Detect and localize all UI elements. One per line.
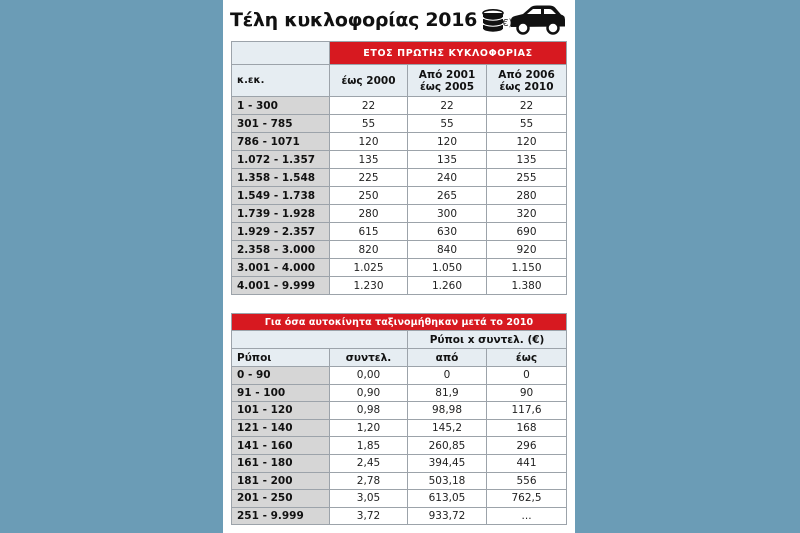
table-cell: 1.050: [408, 259, 487, 277]
title-text: Τέλη κυκλοφορίας 2016: [230, 9, 478, 31]
column-header-1: [408, 65, 487, 97]
emissions-group-header: Ρύποι x συντελ. (€): [408, 331, 567, 349]
table-row: [232, 169, 567, 187]
table-cell: 0,90: [330, 384, 408, 402]
page-title: [230, 9, 512, 31]
coefficient-column-header: συντελ.: [330, 349, 408, 367]
table-row: [232, 115, 567, 133]
row-label: 251 - 9.999: [232, 507, 330, 525]
row-label: 3.001 - 4.000: [232, 259, 330, 277]
table-cell: 22: [330, 97, 408, 115]
column-header-2: [487, 65, 567, 97]
column-header-1-line-1: έως 2005: [419, 80, 475, 93]
table-row: [232, 472, 567, 490]
table-cell: ...: [487, 507, 567, 525]
table-cell: 135: [408, 151, 487, 169]
table-cell: 1,20: [330, 419, 408, 437]
table-cell: 225: [330, 169, 408, 187]
row-label: 141 - 160: [232, 437, 330, 455]
table-cell: 120: [408, 133, 487, 151]
table-cell: 1.150: [487, 259, 567, 277]
table-cell: 117,6: [487, 402, 567, 420]
table-cell: 615: [330, 223, 408, 241]
table-cell: 1.260: [408, 277, 487, 295]
table-row: [232, 437, 567, 455]
table-cell: 933,72: [408, 507, 487, 525]
from-column-header: από: [408, 349, 487, 367]
table-cell: 22: [408, 97, 487, 115]
table-row: [232, 205, 567, 223]
table-row: [232, 490, 567, 508]
year-header: ΕΤΟΣ ΠΡΩΤΗΣ ΚΥΚΛΟΦΟΡΙΑΣ: [330, 42, 567, 65]
row-label: 91 - 100: [232, 384, 330, 402]
table-cell: 240: [408, 169, 487, 187]
column-header-0-line-0: έως 2000: [341, 74, 396, 87]
table-cell: 3,72: [330, 507, 408, 525]
table-cell: 2,78: [330, 472, 408, 490]
table-cell: 762,5: [487, 490, 567, 508]
to-column-header: έως: [487, 349, 567, 367]
table-cell: 280: [487, 187, 567, 205]
row-label: 2.358 - 3.000: [232, 241, 330, 259]
table-row: [232, 241, 567, 259]
table-row: [232, 97, 567, 115]
table-cell: 920: [487, 241, 567, 259]
table-row: [232, 133, 567, 151]
row-label: 121 - 140: [232, 419, 330, 437]
row-label: 4.001 - 9.999: [232, 277, 330, 295]
group-header-blank: [232, 331, 408, 349]
table-cell: 55: [330, 115, 408, 133]
row-label: 1.358 - 1.548: [232, 169, 330, 187]
table-row: [232, 402, 567, 420]
table-cell: 255: [487, 169, 567, 187]
row-label: 101 - 120: [232, 402, 330, 420]
table-cell: 0,98: [330, 402, 408, 420]
table-cell: 2,45: [330, 454, 408, 472]
table-cell: 1.230: [330, 277, 408, 295]
table-cell: 556: [487, 472, 567, 490]
table-cell: 55: [408, 115, 487, 133]
table-row: [232, 367, 567, 385]
table-cell: 441: [487, 454, 567, 472]
table-cell: 280: [330, 205, 408, 223]
table-cell: 296: [487, 437, 567, 455]
table-cell: 0: [408, 367, 487, 385]
header-blank-cell: [232, 42, 330, 65]
table-cell: 98,98: [408, 402, 487, 420]
column-header-1-line-0: Από 2001: [418, 68, 476, 81]
column-header-2-line-0: Από 2006: [498, 68, 555, 81]
table-row: [232, 151, 567, 169]
table-cell: 503,18: [408, 472, 487, 490]
table-cell: 0,00: [330, 367, 408, 385]
table-cell: 300: [408, 205, 487, 223]
row-label: 301 - 785: [232, 115, 330, 133]
table-cell: 90: [487, 384, 567, 402]
table-cell: 168: [487, 419, 567, 437]
row-label: 786 - 1071: [232, 133, 330, 151]
table-cell: 840: [408, 241, 487, 259]
row-label: 1.739 - 1.928: [232, 205, 330, 223]
table-cell: 55: [487, 115, 567, 133]
row-label: 1 - 300: [232, 97, 330, 115]
table-cell: 1.380: [487, 277, 567, 295]
table-cell: 265: [408, 187, 487, 205]
row-label: 201 - 250: [232, 490, 330, 508]
tax-by-cc-table: [231, 41, 567, 295]
car-icon: [508, 3, 568, 35]
table-cell: 135: [487, 151, 567, 169]
row-label: 181 - 200: [232, 472, 330, 490]
cc-column-header: κ.εκ.: [232, 65, 330, 97]
table-row: [232, 384, 567, 402]
table-cell: 820: [330, 241, 408, 259]
coins-icon: [480, 8, 506, 36]
table-row: [232, 187, 567, 205]
table-row: [232, 277, 567, 295]
row-label: 0 - 90: [232, 367, 330, 385]
table-cell: 120: [487, 133, 567, 151]
infographic-card: [223, 0, 575, 533]
emissions-column-header: Ρύποι: [232, 349, 330, 367]
table-cell: 613,05: [408, 490, 487, 508]
column-header-0: [330, 65, 408, 97]
column-header-2-line-1: έως 2010: [499, 80, 554, 93]
tax-by-emissions-table: [231, 313, 567, 525]
row-label: 1.929 - 2.357: [232, 223, 330, 241]
table-cell: 250: [330, 187, 408, 205]
table-cell: 3,05: [330, 490, 408, 508]
table-cell: 120: [330, 133, 408, 151]
row-label: 1.072 - 1.357: [232, 151, 330, 169]
row-label: 1.549 - 1.738: [232, 187, 330, 205]
table-row: [232, 419, 567, 437]
table-cell: 394,45: [408, 454, 487, 472]
table-cell: 81,9: [408, 384, 487, 402]
title-unit: €): [502, 18, 513, 29]
title-row: [223, 0, 575, 40]
table-cell: 1.025: [330, 259, 408, 277]
table-cell: 320: [487, 205, 567, 223]
table-row: [232, 259, 567, 277]
table-cell: 260,85: [408, 437, 487, 455]
table-cell: 1,85: [330, 437, 408, 455]
table-cell: 135: [330, 151, 408, 169]
table-cell: 145,2: [408, 419, 487, 437]
table-row: [232, 507, 567, 525]
table-cell: 0: [487, 367, 567, 385]
table-row: [232, 454, 567, 472]
table-cell: 22: [487, 97, 567, 115]
post-2010-header: Για όσα αυτοκίνητα ταξινομήθηκαν μετά το 2010: [232, 314, 567, 331]
table-cell: 690: [487, 223, 567, 241]
table-row: [232, 223, 567, 241]
table-cell: 630: [408, 223, 487, 241]
row-label: 161 - 180: [232, 454, 330, 472]
